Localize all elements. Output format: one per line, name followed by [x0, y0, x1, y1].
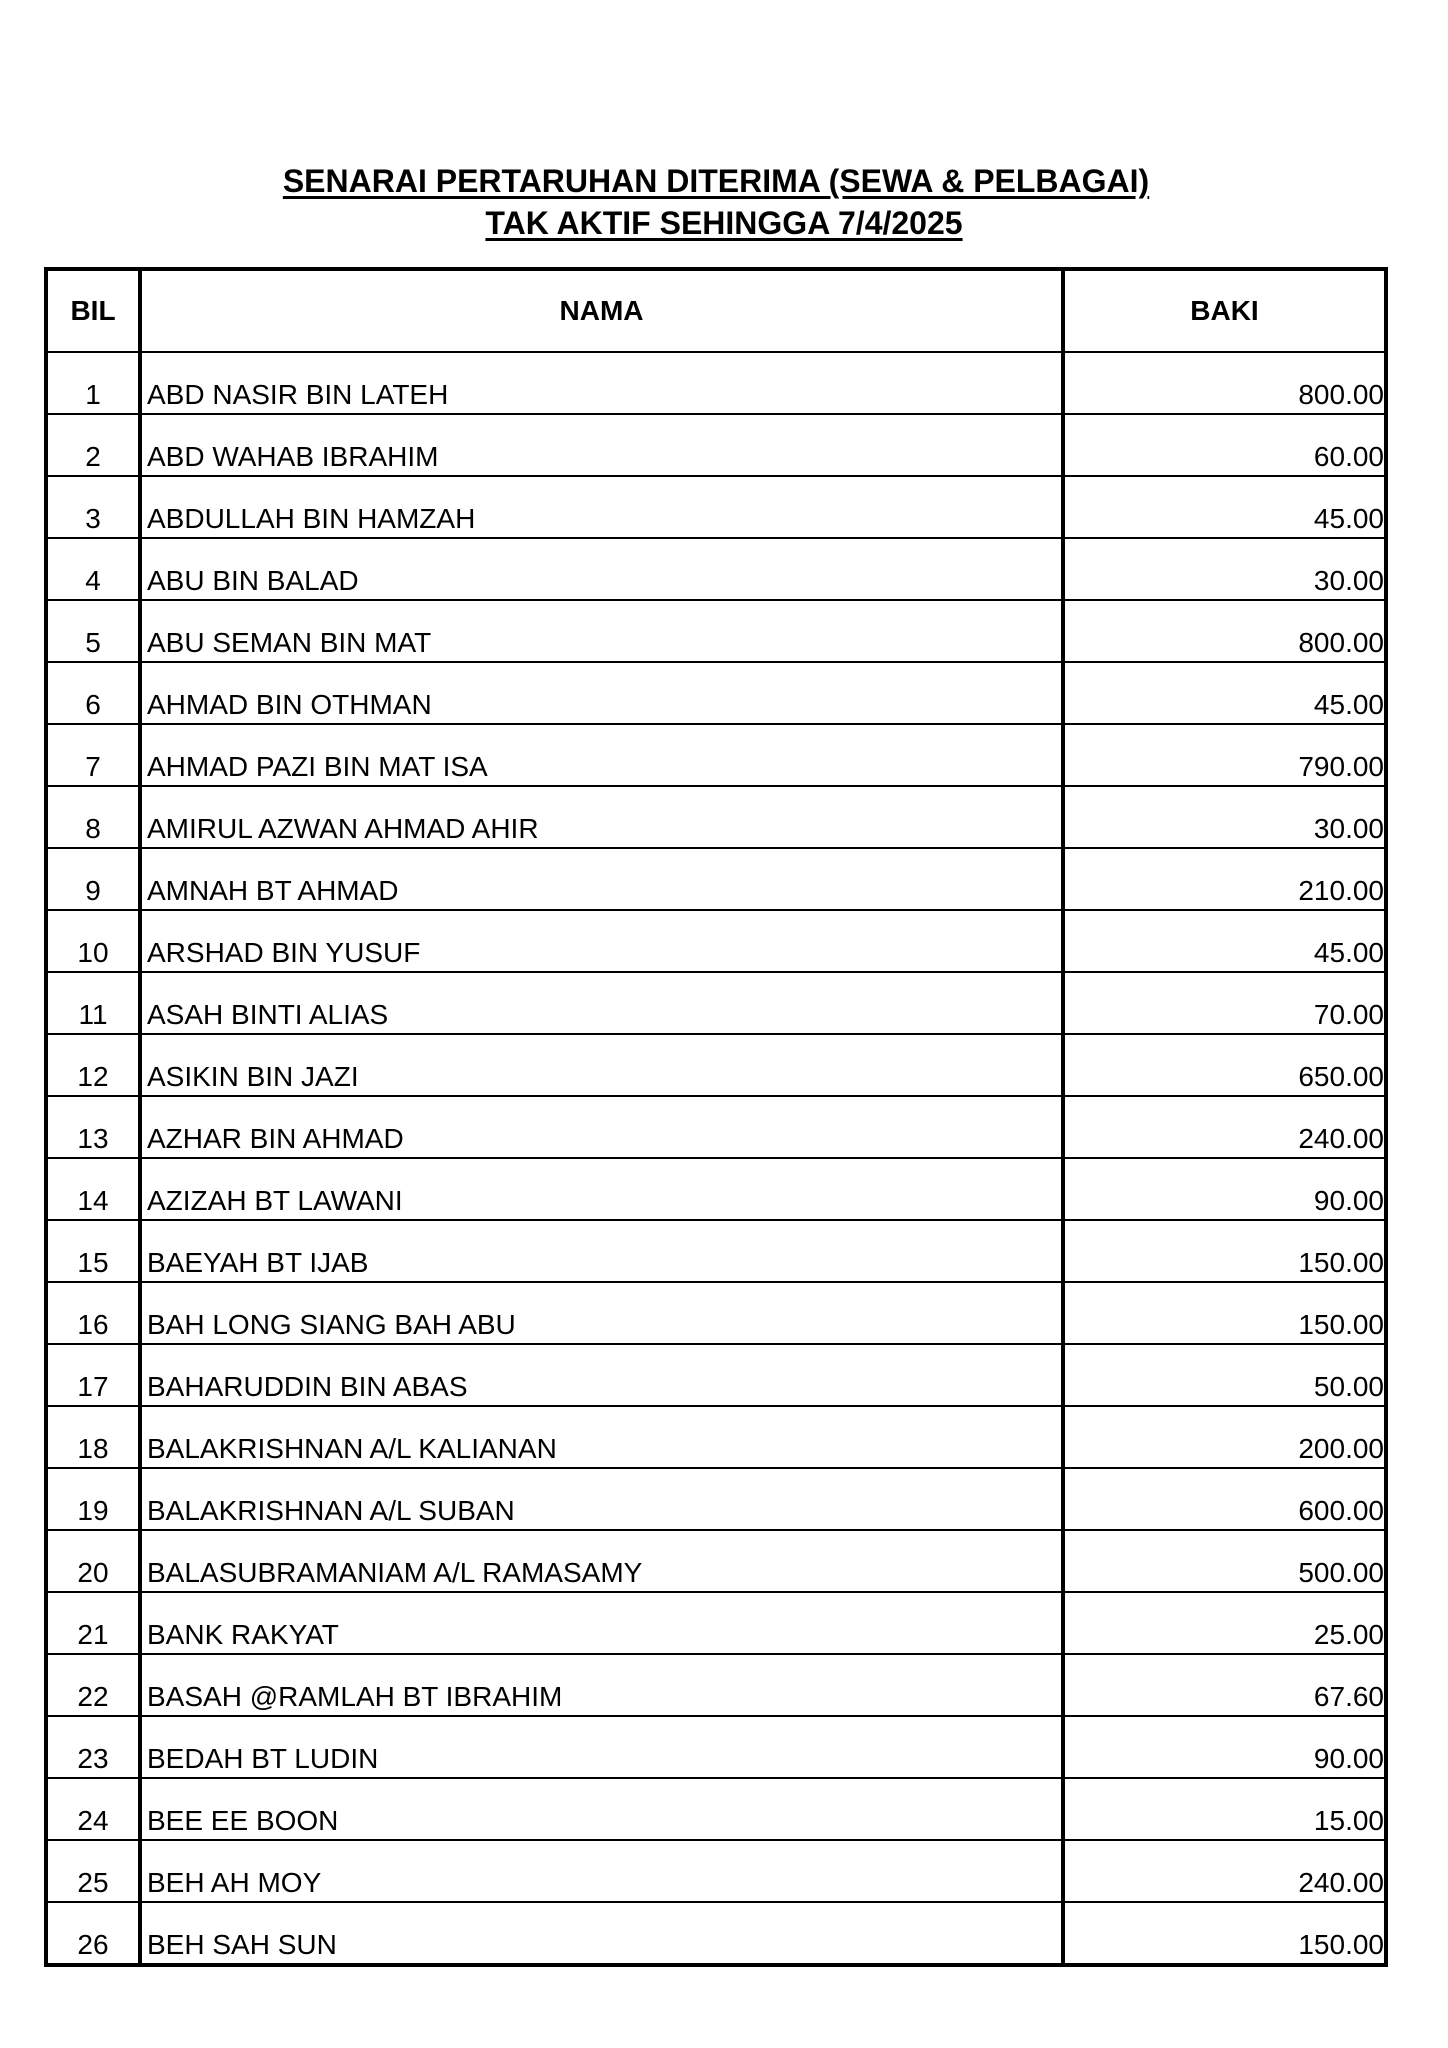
table-row — [46, 1530, 1386, 1592]
row-bil: 12 — [46, 1034, 140, 1096]
row-nama: BALASUBRAMANIAM A/L RAMASAMY — [140, 1530, 1063, 1592]
row-baki: 67.60 — [1063, 1654, 1386, 1716]
table-row — [46, 972, 1386, 1034]
row-baki: 50.00 — [1063, 1344, 1386, 1406]
row-nama: BANK RAKYAT — [140, 1592, 1063, 1654]
row-bil: 11 — [46, 972, 140, 1034]
row-baki: 200.00 — [1063, 1406, 1386, 1468]
row-nama: ABD NASIR BIN LATEH — [140, 352, 1063, 414]
row-nama: AZIZAH BT LAWANI — [140, 1158, 1063, 1220]
row-bil: 8 — [46, 786, 140, 848]
row-baki: 15.00 — [1063, 1778, 1386, 1840]
row-baki: 45.00 — [1063, 476, 1386, 538]
row-bil: 20 — [46, 1530, 140, 1592]
table-row — [46, 1158, 1386, 1220]
row-baki: 650.00 — [1063, 1034, 1386, 1096]
row-nama: BAHARUDDIN BIN ABAS — [140, 1344, 1063, 1406]
table-row — [46, 724, 1386, 786]
row-bil: 2 — [46, 414, 140, 476]
row-bil: 1 — [46, 352, 140, 414]
row-baki: 150.00 — [1063, 1220, 1386, 1282]
row-baki: 25.00 — [1063, 1592, 1386, 1654]
row-nama: BALAKRISHNAN A/L SUBAN — [140, 1468, 1063, 1530]
row-bil: 26 — [46, 1902, 140, 1965]
row-bil: 17 — [46, 1344, 140, 1406]
row-bil: 6 — [46, 662, 140, 724]
table-header — [46, 269, 1386, 352]
header-baki: BAKI — [1063, 269, 1386, 352]
row-baki: 150.00 — [1298, 1929, 1384, 1960]
row-nama: BAH LONG SIANG BAH ABU — [140, 1282, 1063, 1344]
table-row — [46, 1220, 1386, 1282]
table-row — [46, 1344, 1386, 1406]
row-nama: BEH SAH SUN — [140, 1902, 1063, 1965]
row-baki: 90.00 — [1063, 1716, 1386, 1778]
table-row — [46, 1282, 1386, 1344]
row-bil: 25 — [46, 1840, 140, 1902]
table-row — [46, 848, 1386, 910]
row-bil: 23 — [46, 1716, 140, 1778]
row-baki: 600.00 — [1063, 1468, 1386, 1530]
table-row — [46, 910, 1386, 972]
row-nama: AHMAD BIN OTHMAN — [140, 662, 1063, 724]
row-nama: AMNAH BT AHMAD — [140, 848, 1063, 910]
row-bil: 7 — [46, 724, 140, 786]
row-bil: 22 — [46, 1654, 140, 1716]
row-bil: 24 — [46, 1778, 140, 1840]
row-bil: 19 — [46, 1468, 140, 1530]
row-bil: 14 — [46, 1158, 140, 1220]
row-baki: 800.00 — [1063, 352, 1386, 414]
row-bil: 15 — [46, 1220, 140, 1282]
table-row — [46, 538, 1386, 600]
row-nama: BALAKRISHNAN A/L KALIANAN — [140, 1406, 1063, 1468]
document-title — [0, 160, 1432, 244]
table-row — [46, 1902, 1386, 1965]
row-baki: 60.00 — [1063, 414, 1386, 476]
table-row — [46, 662, 1386, 724]
header-row — [46, 269, 1386, 352]
table-row — [46, 1654, 1386, 1716]
row-nama: ABU BIN BALAD — [140, 538, 1063, 600]
row-nama: BAEYAH BT IJAB — [140, 1220, 1063, 1282]
table-row — [46, 1406, 1386, 1468]
row-baki: 150.00 — [1063, 1282, 1386, 1344]
table-row — [46, 1592, 1386, 1654]
row-nama: AMIRUL AZWAN AHMAD AHIR — [140, 786, 1063, 848]
row-baki: 70.00 — [1063, 972, 1386, 1034]
row-nama: BASAH @RAMLAH BT IBRAHIM — [140, 1654, 1063, 1716]
row-bil: 5 — [46, 600, 140, 662]
row-nama: ABD WAHAB IBRAHIM — [140, 414, 1063, 476]
row-bil: 9 — [46, 848, 140, 910]
table-row — [46, 352, 1386, 414]
row-baki: 800.00 — [1063, 600, 1386, 662]
row-nama: BEDAH BT LUDIN — [140, 1716, 1063, 1778]
table-row — [46, 414, 1386, 476]
table-row — [46, 1840, 1386, 1902]
row-baki: 790.00 — [1063, 724, 1386, 786]
table-row — [46, 476, 1386, 538]
table-row — [46, 786, 1386, 848]
row-baki: 240.00 — [1063, 1096, 1386, 1158]
row-baki: 90.00 — [1063, 1158, 1386, 1220]
row-nama: AZHAR BIN AHMAD — [140, 1096, 1063, 1158]
title-line-1: SENARAI PERTARUHAN DITERIMA (SEWA & PELBAGAI) — [282, 163, 1150, 199]
row-bil: 3 — [46, 476, 140, 538]
row-baki: 45.00 — [1063, 910, 1386, 972]
header-nama: NAMA — [140, 269, 1063, 352]
table-row — [46, 1716, 1386, 1778]
row-bil: 18 — [46, 1406, 140, 1468]
table-body — [46, 352, 1386, 1965]
table-row — [46, 600, 1386, 662]
balance-table — [44, 267, 1388, 1967]
row-baki: 210.00 — [1063, 848, 1386, 910]
table-row — [46, 1468, 1386, 1530]
row-bil: 16 — [46, 1282, 140, 1344]
table-row — [46, 1034, 1386, 1096]
table-row — [46, 1778, 1386, 1840]
row-bil: 4 — [46, 538, 140, 600]
row-baki: 30.00 — [1063, 786, 1386, 848]
row-baki: 500.00 — [1063, 1530, 1386, 1592]
row-baki: 240.00 — [1063, 1840, 1386, 1902]
row-bil: 21 — [46, 1592, 140, 1654]
row-nama: ASAH BINTI ALIAS — [140, 972, 1063, 1034]
header-bil: BIL — [46, 269, 140, 352]
row-baki: 30.00 — [1063, 538, 1386, 600]
row-nama: ABU SEMAN BIN MAT — [140, 600, 1063, 662]
row-nama: BEH AH MOY — [140, 1840, 1063, 1902]
row-nama: BEE EE BOON — [140, 1778, 1063, 1840]
row-baki: 45.00 — [1063, 662, 1386, 724]
row-bil: 10 — [46, 910, 140, 972]
row-bil: 13 — [46, 1096, 140, 1158]
row-nama: ARSHAD BIN YUSUF — [140, 910, 1063, 972]
row-nama: ABDULLAH BIN HAMZAH — [140, 476, 1063, 538]
row-nama: ASIKIN BIN JAZI — [140, 1034, 1063, 1096]
table-row — [46, 1096, 1386, 1158]
row-nama: AHMAD PAZI BIN MAT ISA — [140, 724, 1063, 786]
title-line-2: TAK AKTIF SEHINGGA 7/4/2025 — [485, 205, 963, 241]
